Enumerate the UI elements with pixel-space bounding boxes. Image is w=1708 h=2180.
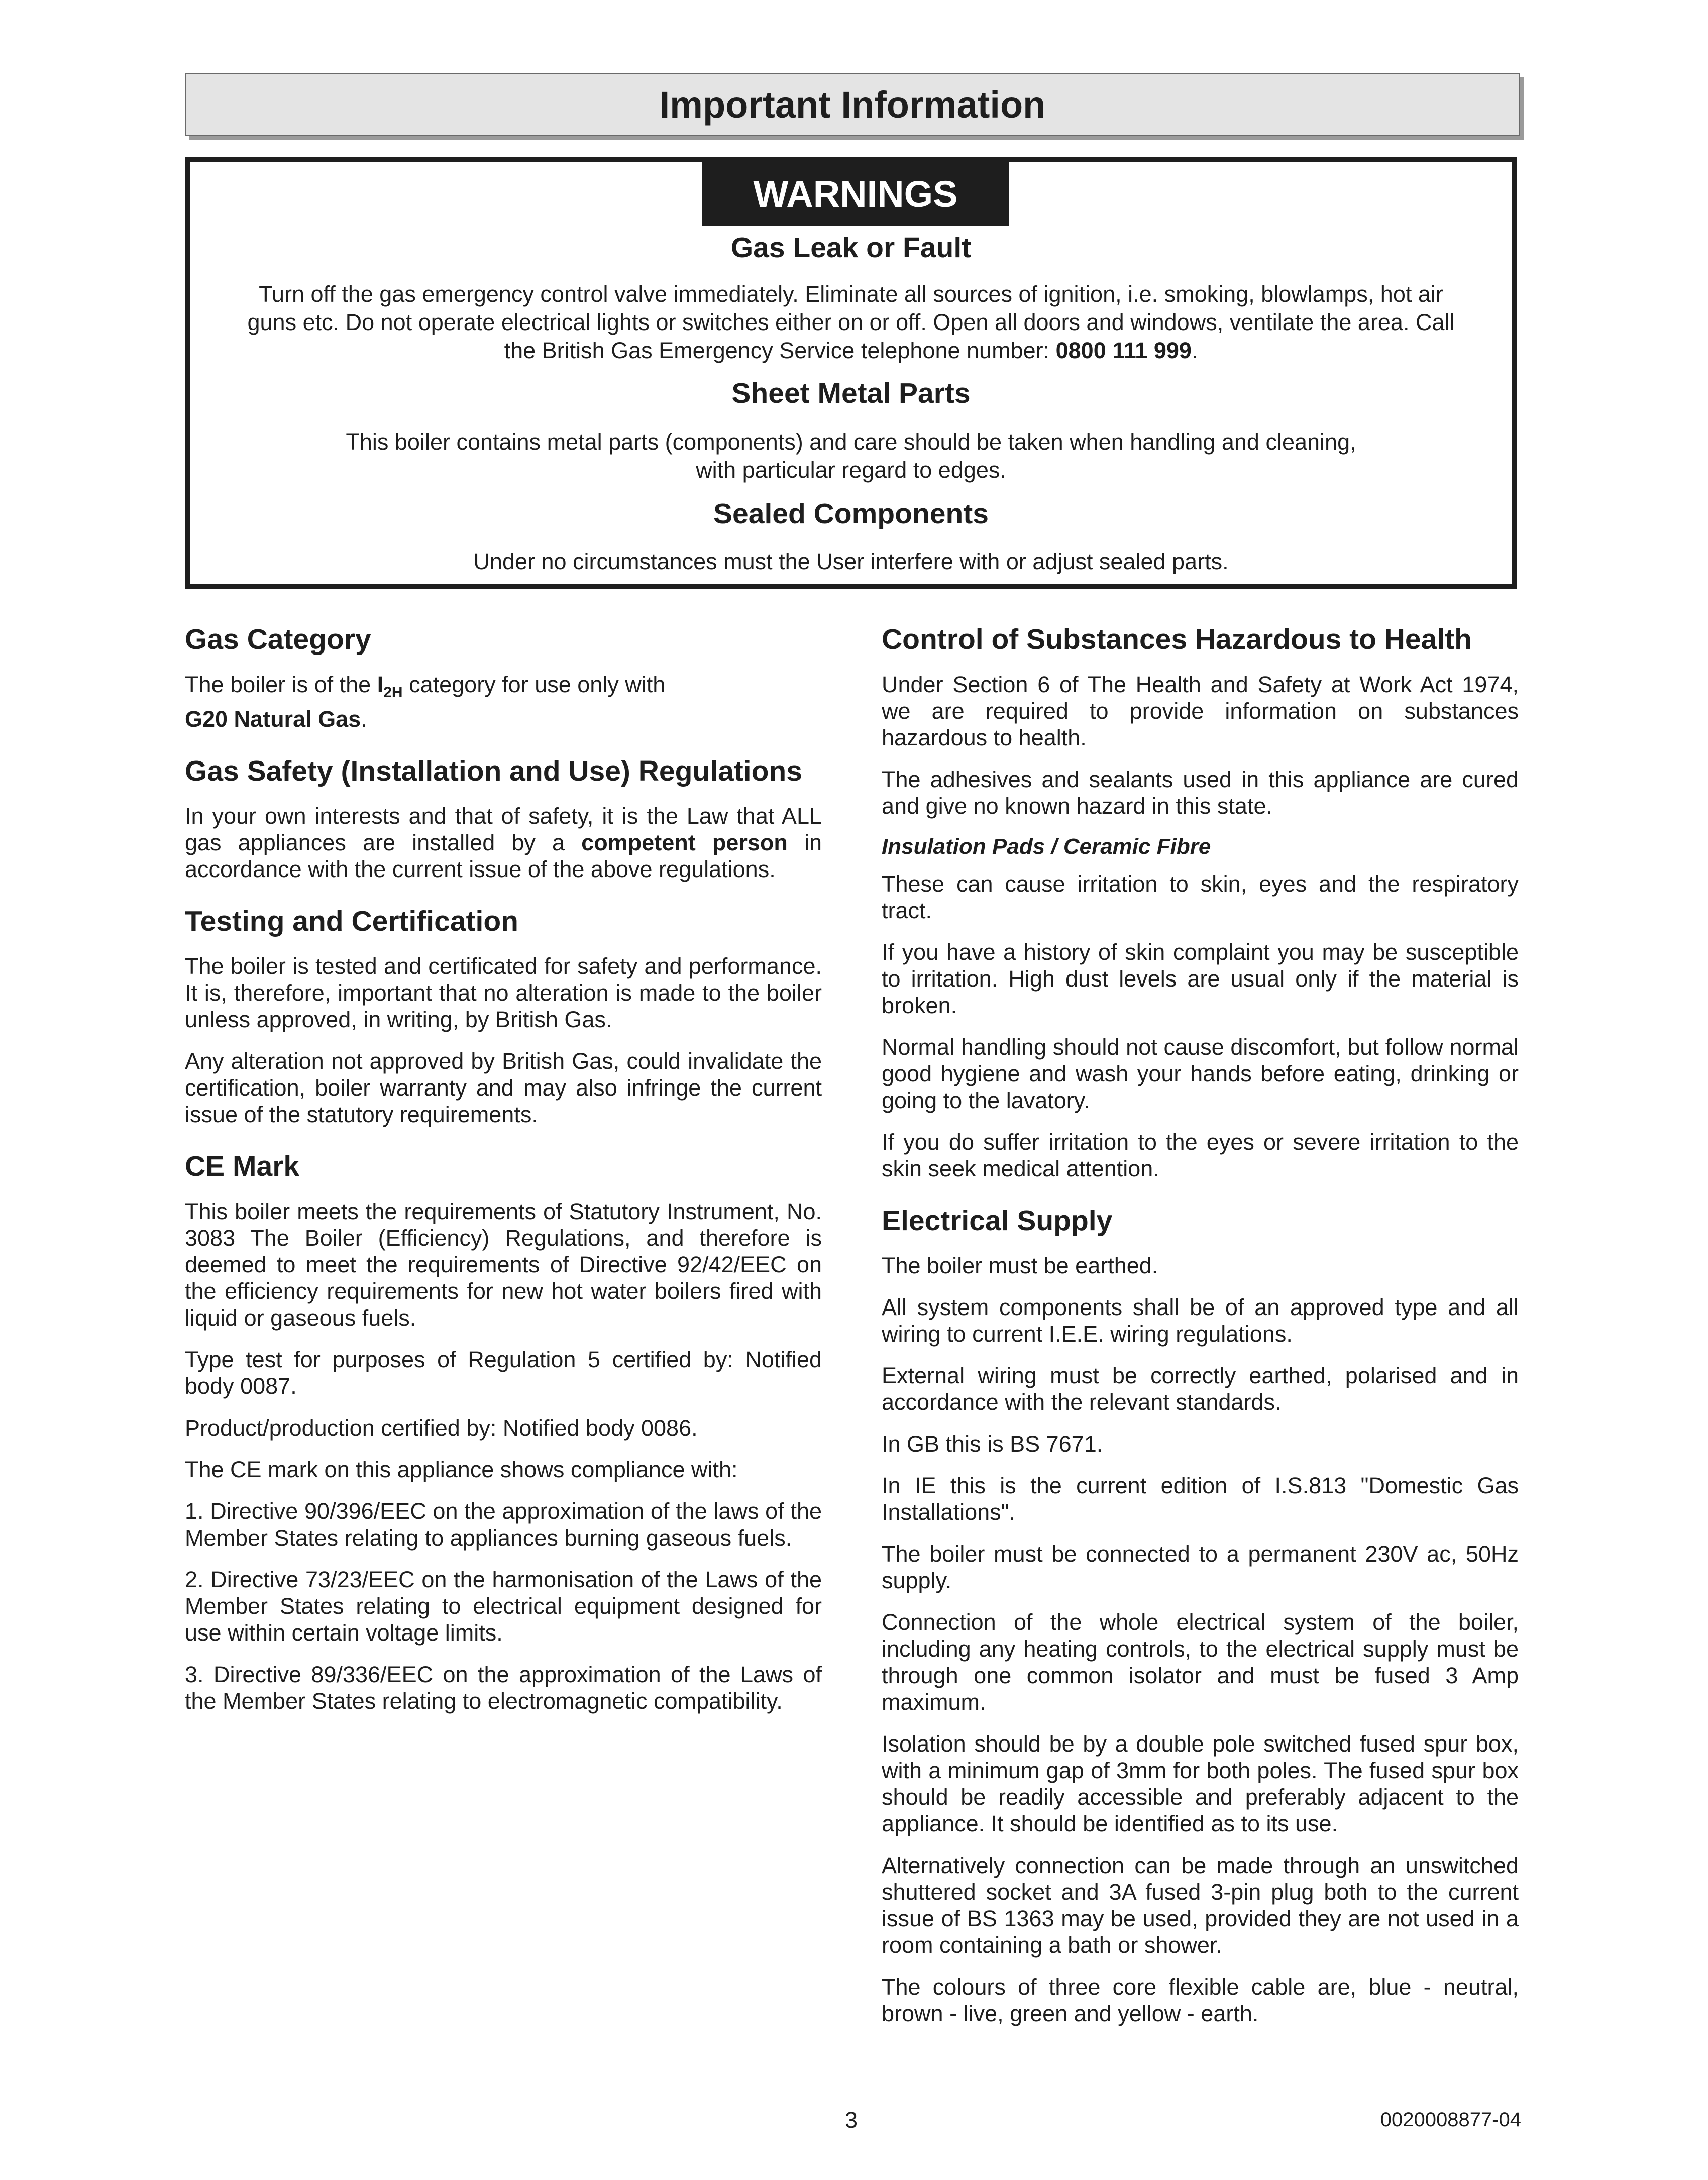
gas-category-prefix: The boiler is of the <box>185 672 377 697</box>
coshh-paragraph-3: These can cause irritation to skin, eyes and the respiratory tract. <box>882 871 1519 923</box>
electrical-paragraph-10: The colours of three core flexible cable are, blue - neutral, brown - live, green and yellow - earth. <box>882 1974 1519 2026</box>
gas-leak-heading: Gas Leak or Fault <box>730 232 972 264</box>
gas-category-text <box>185 671 822 732</box>
gas-safety-suffix: in accordance with the current issue of the above regulations. <box>185 830 822 882</box>
electrical-paragraph-4: In GB this is BS 7671. <box>882 1431 1103 1457</box>
warnings-box <box>185 157 1517 589</box>
ce-mark-directive-3: 3. Directive 89/336/EEC on the approximation of the Laws of the Member States relating to electromagnetic compatibility. <box>185 1662 822 1714</box>
electrical-paragraph-2: All system components shall be of an approved type and all wiring to current I.E.E. wiring regulations. <box>882 1294 1519 1347</box>
testing-heading: Testing and Certification <box>185 905 518 937</box>
gas-leak-line-3 <box>190 337 1512 365</box>
coshh-paragraph-2: The adhesives and sealants used in this appliance are cured and give no known hazard in this state. <box>882 767 1519 819</box>
sheet-metal-heading: Sheet Metal Parts <box>731 377 971 409</box>
sheet-metal-line-2: with particular regard to edges. <box>696 457 1006 483</box>
emergency-phone-number: 0800 111 999 <box>1055 338 1192 363</box>
electrical-paragraph-8: Isolation should be by a double pole switched fused spur box, with a minimum gap of 3mm for both poles. The fused spur box should be readily accessible and preferably adjacent to the appliance. It should be identified as to its use. <box>882 1731 1519 1836</box>
ce-mark-directive-1: 1. Directive 90/396/EEC on the approximation of the laws of the Member States relating to appliances burning gaseous fuels. <box>185 1498 822 1551</box>
gas-leak-text <box>190 280 1512 365</box>
electrical-paragraph-7: Connection of the whole electrical system of the boiler, including any heating controls, to the electrical supply must be through one common isolator and must be fused 3 Amp maximum. <box>882 1609 1519 1715</box>
sealed-components-text: Under no circumstances must the User interfere with or adjust sealed parts. <box>473 549 1229 574</box>
gas-safety-heading: Gas Safety (Installation and Use) Regulations <box>185 755 802 787</box>
coshh-heading: Control of Substances Hazardous to Health <box>882 623 1472 656</box>
competent-person: competent person <box>581 830 788 855</box>
gas-leak-line-3-suffix: . <box>1191 338 1198 363</box>
ce-mark-paragraph-1: This boiler meets the requirements of Statutory Instrument, No. 3083 The Boiler (Efficiency) Regulations, and therefore is deemed to meet the requirements of Directive 92/42/EEC on the efficiency requirements for new hot water boilers fired with liquid or gaseous fuels. <box>185 1198 822 1331</box>
gas-leak-line-1: Turn off the gas emergency control valve immediately. Eliminate all sources of ignition, i.e. smoking, blowlamps, hot air <box>259 281 1443 307</box>
coshh-paragraph-1: Under Section 6 of The Health and Safety at Work Act 1974, we are required to provide information on substances hazardous to health. <box>882 672 1519 750</box>
left-column <box>185 622 822 1729</box>
testing-paragraph-2: Any alteration not approved by British Gas, could invalidate the certification, boiler warranty and may also infringe the current issue of the statutory requirements. <box>185 1048 822 1127</box>
page-title: Important Information <box>659 83 1046 126</box>
ce-mark-paragraph-2: Type test for purposes of Regulation 5 certified by: Notified body 0087. <box>185 1347 822 1399</box>
sheet-metal-text <box>190 428 1512 484</box>
ce-mark-paragraph-4: The CE mark on this appliance shows compliance with: <box>185 1457 738 1482</box>
page-title-bar <box>185 73 1520 136</box>
testing-paragraph-1: The boiler is tested and certificated for safety and performance. It is, therefore, important that no alteration is made to the boiler unless approved, in writing, by British Gas. <box>185 953 822 1032</box>
electrical-paragraph-6: The boiler must be connected to a permanent 230V ac, 50Hz supply. <box>882 1541 1519 1593</box>
gas-category-end: . <box>361 706 367 732</box>
gas-safety-text <box>185 803 822 883</box>
gas-leak-line-2: guns etc. Do not operate electrical lights or switches either on or off. Open all doors and windows, ventilate the area. Call <box>247 309 1455 335</box>
gas-category-heading: Gas Category <box>185 623 371 656</box>
electrical-paragraph-1: The boiler must be earthed. <box>882 1253 1158 1278</box>
warnings-tab: WARNINGS <box>702 162 1009 226</box>
right-column <box>882 622 1519 2042</box>
gas-category-subscript: 2H <box>383 684 403 701</box>
coshh-paragraph-4: If you have a history of skin complaint you may be susceptible to irritation. High dust levels are usual only if the material is broken. <box>882 939 1519 1018</box>
electrical-heading: Electrical Supply <box>882 1205 1113 1237</box>
coshh-paragraph-6: If you do suffer irritation to the eyes or severe irritation to the skin seek medical attention. <box>882 1129 1519 1181</box>
sealed-components-heading: Sealed Components <box>713 498 989 530</box>
page-number: 3 <box>845 2107 858 2133</box>
ce-mark-paragraph-3: Product/production certified by: Notified body 0086. <box>185 1415 698 1441</box>
electrical-paragraph-5: In IE this is the current edition of I.S.813 "Domestic Gas Installations". <box>882 1473 1519 1525</box>
gas-category-code: I <box>377 672 384 697</box>
gas-safety-prefix: In your own interests and that of safety, it is the Law that ALL gas appliances are installed by a <box>185 803 822 855</box>
electrical-paragraph-9: Alternatively connection can be made through an unswitched shuttered socket and 3A fused 3-pin plug both to the current issue of BS 1363 may be used, provided they are not used in a room containing a bath or shower. <box>882 1852 1519 1958</box>
gas-category-suffix: category for use only with <box>402 672 666 697</box>
electrical-paragraph-3: External wiring must be correctly earthed, polarised and in accordance with the relevant standards. <box>882 1363 1519 1415</box>
sheet-metal-line-1: This boiler contains metal parts (components) and care should be taken when handling and cleaning, <box>346 429 1356 455</box>
gas-leak-line-3-prefix: the British Gas Emergency Service telephone number: <box>504 338 1056 363</box>
gas-type: G20 Natural Gas <box>185 706 361 732</box>
ce-mark-heading: CE Mark <box>185 1150 300 1182</box>
insulation-subheading: Insulation Pads / Ceramic Fibre <box>882 834 1211 859</box>
coshh-paragraph-5: Normal handling should not cause discomfort, but follow normal good hygiene and wash your hands before eating, drinking or going to the lavatory. <box>882 1034 1519 1113</box>
document-number: 0020008877-04 <box>1380 2109 1521 2131</box>
ce-mark-directive-2: 2. Directive 73/23/EEC on the harmonisation of the Laws of the Member States relating to electrical equipment designed for use within certain voltage limits. <box>185 1567 822 1646</box>
